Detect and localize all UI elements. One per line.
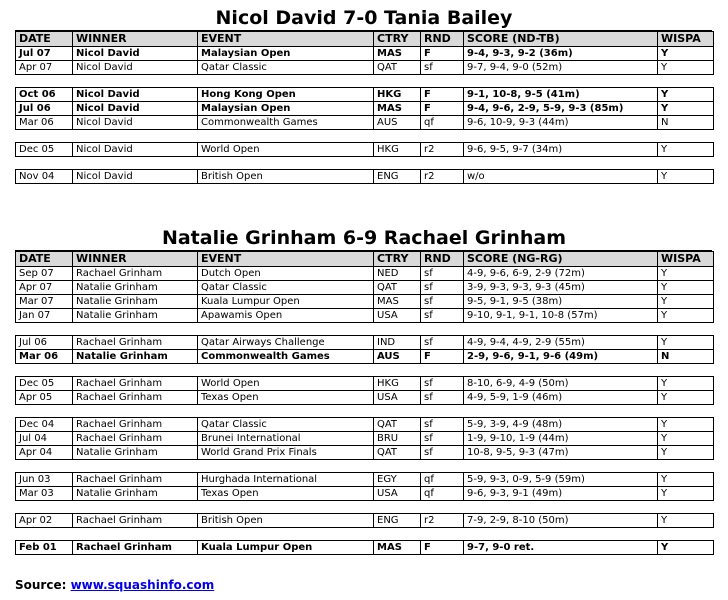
cell-date: Jul 04 (16, 432, 73, 446)
column-header: WISPA (658, 32, 714, 47)
table-row (16, 418, 714, 432)
cell-winner: Natalie Grinham (73, 295, 198, 309)
cell-event: Texas Open (198, 391, 374, 405)
cell-rnd: sf (421, 418, 464, 432)
cell-wispa: Y (658, 432, 714, 446)
cell-winner: Nicol David (73, 143, 198, 157)
cell-score: 9-1, 10-8, 9-5 (41m) (464, 88, 658, 102)
cell-score: 10-8, 9-5, 9-3 (47m) (464, 446, 658, 460)
table-row (16, 102, 714, 116)
head-to-head-table-2 (15, 251, 714, 555)
cell-date: Mar 03 (16, 487, 73, 501)
cell-date: Oct 06 (16, 88, 73, 102)
table-row (16, 267, 714, 281)
cell-date: Jun 03 (16, 473, 73, 487)
cell-event: Commonwealth Games (198, 350, 374, 364)
cell-rnd: r2 (421, 514, 464, 528)
cell-wispa: Y (658, 336, 714, 350)
cell-event: World Open (198, 143, 374, 157)
column-header: RND (421, 252, 464, 267)
column-header: WINNER (73, 32, 198, 47)
cell-ctry: BRU (374, 432, 421, 446)
cell-score: 3-9, 9-3, 9-3, 9-3 (45m) (464, 281, 658, 295)
spacer-cell (16, 405, 714, 418)
cell-wispa: Y (658, 309, 714, 323)
column-header: WINNER (73, 252, 198, 267)
spacer-row (16, 130, 714, 143)
cell-date: Jan 07 (16, 309, 73, 323)
header-row (16, 252, 714, 267)
cell-date: Feb 01 (16, 541, 73, 555)
spacer-row (16, 364, 714, 377)
section1-title: Nicol David 7-0 Tania Bailey (215, 7, 513, 29)
table-row (16, 541, 714, 555)
cell-score: w/o (464, 170, 658, 184)
cell-winner: Rachael Grinham (73, 432, 198, 446)
cell-wispa: Y (658, 88, 714, 102)
cell-event: Dutch Open (198, 267, 374, 281)
spacer-cell (16, 501, 714, 514)
column-header: EVENT (198, 252, 374, 267)
cell-winner: Nicol David (73, 102, 198, 116)
cell-ctry: MAS (374, 102, 421, 116)
cell-date: Apr 04 (16, 446, 73, 460)
cell-winner: Natalie Grinham (73, 281, 198, 295)
spacer-row (16, 501, 714, 514)
table-row (16, 350, 714, 364)
cell-event: Texas Open (198, 487, 374, 501)
cell-wispa: Y (658, 473, 714, 487)
cell-rnd: F (421, 47, 464, 61)
cell-wispa: Y (658, 391, 714, 405)
cell-score: 5-9, 9-3, 0-9, 5-9 (59m) (464, 473, 658, 487)
cell-score: 9-6, 10-9, 9-3 (44m) (464, 116, 658, 130)
cell-winner: Rachael Grinham (73, 418, 198, 432)
cell-rnd: sf (421, 309, 464, 323)
column-header: WISPA (658, 252, 714, 267)
column-header: CTRY (374, 252, 421, 267)
cell-wispa: Y (658, 377, 714, 391)
cell-rnd: r2 (421, 143, 464, 157)
cell-winner: Nicol David (73, 116, 198, 130)
cell-event: British Open (198, 170, 374, 184)
cell-ctry: HKG (374, 88, 421, 102)
cell-score: 9-6, 9-5, 9-7 (34m) (464, 143, 658, 157)
table-row (16, 143, 714, 157)
cell-winner: Rachael Grinham (73, 514, 198, 528)
cell-rnd: qf (421, 116, 464, 130)
cell-winner: Natalie Grinham (73, 446, 198, 460)
cell-date: Sep 07 (16, 267, 73, 281)
cell-score: 2-9, 9-6, 9-1, 9-6 (49m) (464, 350, 658, 364)
spacer-cell (16, 323, 714, 336)
cell-wispa: N (658, 350, 714, 364)
spacer-row (16, 157, 714, 170)
column-header: SCORE (NG-RG) (464, 252, 658, 267)
cell-winner: Natalie Grinham (73, 309, 198, 323)
cell-wispa: Y (658, 487, 714, 501)
cell-rnd: qf (421, 487, 464, 501)
cell-score: 4-9, 9-4, 4-9, 2-9 (55m) (464, 336, 658, 350)
cell-winner: Rachael Grinham (73, 377, 198, 391)
table-row (16, 116, 714, 130)
cell-wispa: Y (658, 418, 714, 432)
cell-date: Dec 05 (16, 143, 73, 157)
cell-event: Qatar Classic (198, 418, 374, 432)
cell-rnd: sf (421, 377, 464, 391)
table-row (16, 47, 714, 61)
table-row (16, 391, 714, 405)
table-row (16, 281, 714, 295)
cell-date: Apr 02 (16, 514, 73, 528)
table-row (16, 170, 714, 184)
cell-wispa: Y (658, 47, 714, 61)
cell-event: Qatar Classic (198, 61, 374, 75)
cell-event: World Grand Prix Finals (198, 446, 374, 460)
table-row (16, 377, 714, 391)
column-header: CTRY (374, 32, 421, 47)
cell-event: Commonwealth Games (198, 116, 374, 130)
cell-winner: Rachael Grinham (73, 267, 198, 281)
spacer-row (16, 323, 714, 336)
table-row (16, 514, 714, 528)
cell-winner: Rachael Grinham (73, 541, 198, 555)
cell-winner: Natalie Grinham (73, 350, 198, 364)
table-row (16, 61, 714, 75)
cell-ctry: EGY (374, 473, 421, 487)
cell-rnd: F (421, 102, 464, 116)
header-row (16, 32, 714, 47)
cell-score: 4-9, 5-9, 1-9 (46m) (464, 391, 658, 405)
cell-rnd: sf (421, 336, 464, 350)
cell-score: 9-7, 9-0 ret. (464, 541, 658, 555)
cell-event: Hong Kong Open (198, 88, 374, 102)
cell-event: Brunei International (198, 432, 374, 446)
cell-score: 9-10, 9-1, 9-1, 10-8 (57m) (464, 309, 658, 323)
cell-wispa: Y (658, 102, 714, 116)
cell-ctry: AUS (374, 350, 421, 364)
cell-rnd: sf (421, 61, 464, 75)
cell-event: Malaysian Open (198, 102, 374, 116)
cell-event: Qatar Airways Challenge (198, 336, 374, 350)
cell-date: Jul 06 (16, 102, 73, 116)
cell-event: British Open (198, 514, 374, 528)
spacer-row (16, 528, 714, 541)
cell-event: World Open (198, 377, 374, 391)
cell-date: Dec 04 (16, 418, 73, 432)
cell-score: 9-7, 9-4, 9-0 (52m) (464, 61, 658, 75)
cell-wispa: Y (658, 61, 714, 75)
column-header: EVENT (198, 32, 374, 47)
cell-date: Mar 07 (16, 295, 73, 309)
table-row (16, 487, 714, 501)
cell-rnd: sf (421, 446, 464, 460)
spacer-cell (16, 75, 714, 88)
cell-ctry: HKG (374, 143, 421, 157)
cell-rnd: F (421, 541, 464, 555)
cell-date: Mar 06 (16, 116, 73, 130)
cell-wispa: Y (658, 267, 714, 281)
cell-rnd: sf (421, 267, 464, 281)
cell-winner: Nicol David (73, 61, 198, 75)
column-header: RND (421, 32, 464, 47)
cell-ctry: QAT (374, 418, 421, 432)
cell-rnd: sf (421, 391, 464, 405)
cell-score: 8-10, 6-9, 4-9 (50m) (464, 377, 658, 391)
cell-ctry: AUS (374, 116, 421, 130)
table-row (16, 295, 714, 309)
table-row (16, 432, 714, 446)
cell-ctry: USA (374, 487, 421, 501)
cell-ctry: USA (374, 391, 421, 405)
spacer-cell (16, 364, 714, 377)
section2-title: Natalie Grinham 6-9 Rachael Grinham (161, 227, 567, 249)
cell-wispa: Y (658, 541, 714, 555)
cell-ctry: ENG (374, 514, 421, 528)
column-header: DATE (16, 252, 73, 267)
cell-wispa: N (658, 116, 714, 130)
spacer-cell (16, 528, 714, 541)
cell-ctry: QAT (374, 61, 421, 75)
cell-score: 9-4, 9-6, 2-9, 5-9, 9-3 (85m) (464, 102, 658, 116)
cell-winner: Rachael Grinham (73, 336, 198, 350)
cell-score: 4-9, 9-6, 6-9, 2-9 (72m) (464, 267, 658, 281)
cell-wispa: Y (658, 446, 714, 460)
cell-event: Kuala Lumpur Open (198, 541, 374, 555)
cell-event: Hurghada International (198, 473, 374, 487)
cell-wispa: Y (658, 295, 714, 309)
spacer-row (16, 405, 714, 418)
cell-ctry: MAS (374, 295, 421, 309)
cell-wispa: Y (658, 514, 714, 528)
column-header: SCORE (ND-TB) (464, 32, 658, 47)
spacer-cell (16, 130, 714, 143)
source-line (15, 578, 214, 592)
cell-winner: Nicol David (73, 47, 198, 61)
spacer-row (16, 460, 714, 473)
cell-score: 5-9, 3-9, 4-9 (48m) (464, 418, 658, 432)
head-to-head-table-1 (15, 31, 714, 184)
cell-rnd: qf (421, 473, 464, 487)
cell-wispa: Y (658, 281, 714, 295)
cell-ctry: MAS (374, 541, 421, 555)
cell-score: 9-4, 9-3, 9-2 (36m) (464, 47, 658, 61)
source-link[interactable]: www.squashinfo.com (70, 578, 215, 592)
table-row (16, 336, 714, 350)
table-row (16, 446, 714, 460)
cell-score: 9-5, 9-1, 9-5 (38m) (464, 295, 658, 309)
cell-ctry: QAT (374, 281, 421, 295)
cell-rnd: sf (421, 281, 464, 295)
cell-wispa: Y (658, 143, 714, 157)
source-label: Source: (15, 578, 67, 592)
cell-ctry: NED (374, 267, 421, 281)
cell-date: Dec 05 (16, 377, 73, 391)
cell-date: Jul 06 (16, 336, 73, 350)
table-row (16, 309, 714, 323)
spacer-cell (16, 460, 714, 473)
cell-ctry: MAS (374, 47, 421, 61)
cell-date: Apr 07 (16, 61, 73, 75)
cell-score: 1-9, 9-10, 1-9 (44m) (464, 432, 658, 446)
table-row (16, 88, 714, 102)
cell-winner: Nicol David (73, 88, 198, 102)
cell-rnd: sf (421, 432, 464, 446)
cell-event: Qatar Classic (198, 281, 374, 295)
cell-ctry: HKG (374, 377, 421, 391)
cell-score: 9-6, 9-3, 9-1 (49m) (464, 487, 658, 501)
cell-date: Apr 07 (16, 281, 73, 295)
table-row (16, 473, 714, 487)
cell-winner: Rachael Grinham (73, 391, 198, 405)
cell-rnd: r2 (421, 170, 464, 184)
cell-date: Apr 05 (16, 391, 73, 405)
cell-event: Apawamis Open (198, 309, 374, 323)
cell-winner: Rachael Grinham (73, 473, 198, 487)
cell-event: Kuala Lumpur Open (198, 295, 374, 309)
cell-rnd: sf (421, 295, 464, 309)
cell-event: Malaysian Open (198, 47, 374, 61)
cell-ctry: USA (374, 309, 421, 323)
cell-winner: Nicol David (73, 170, 198, 184)
cell-rnd: F (421, 88, 464, 102)
cell-ctry: ENG (374, 170, 421, 184)
cell-wispa: Y (658, 170, 714, 184)
column-header: DATE (16, 32, 73, 47)
cell-date: Nov 04 (16, 170, 73, 184)
cell-ctry: IND (374, 336, 421, 350)
cell-rnd: F (421, 350, 464, 364)
spacer-row (16, 75, 714, 88)
cell-ctry: QAT (374, 446, 421, 460)
cell-date: Jul 07 (16, 47, 73, 61)
spacer-cell (16, 157, 714, 170)
cell-winner: Natalie Grinham (73, 487, 198, 501)
cell-date: Mar 06 (16, 350, 73, 364)
cell-score: 7-9, 2-9, 8-10 (50m) (464, 514, 658, 528)
